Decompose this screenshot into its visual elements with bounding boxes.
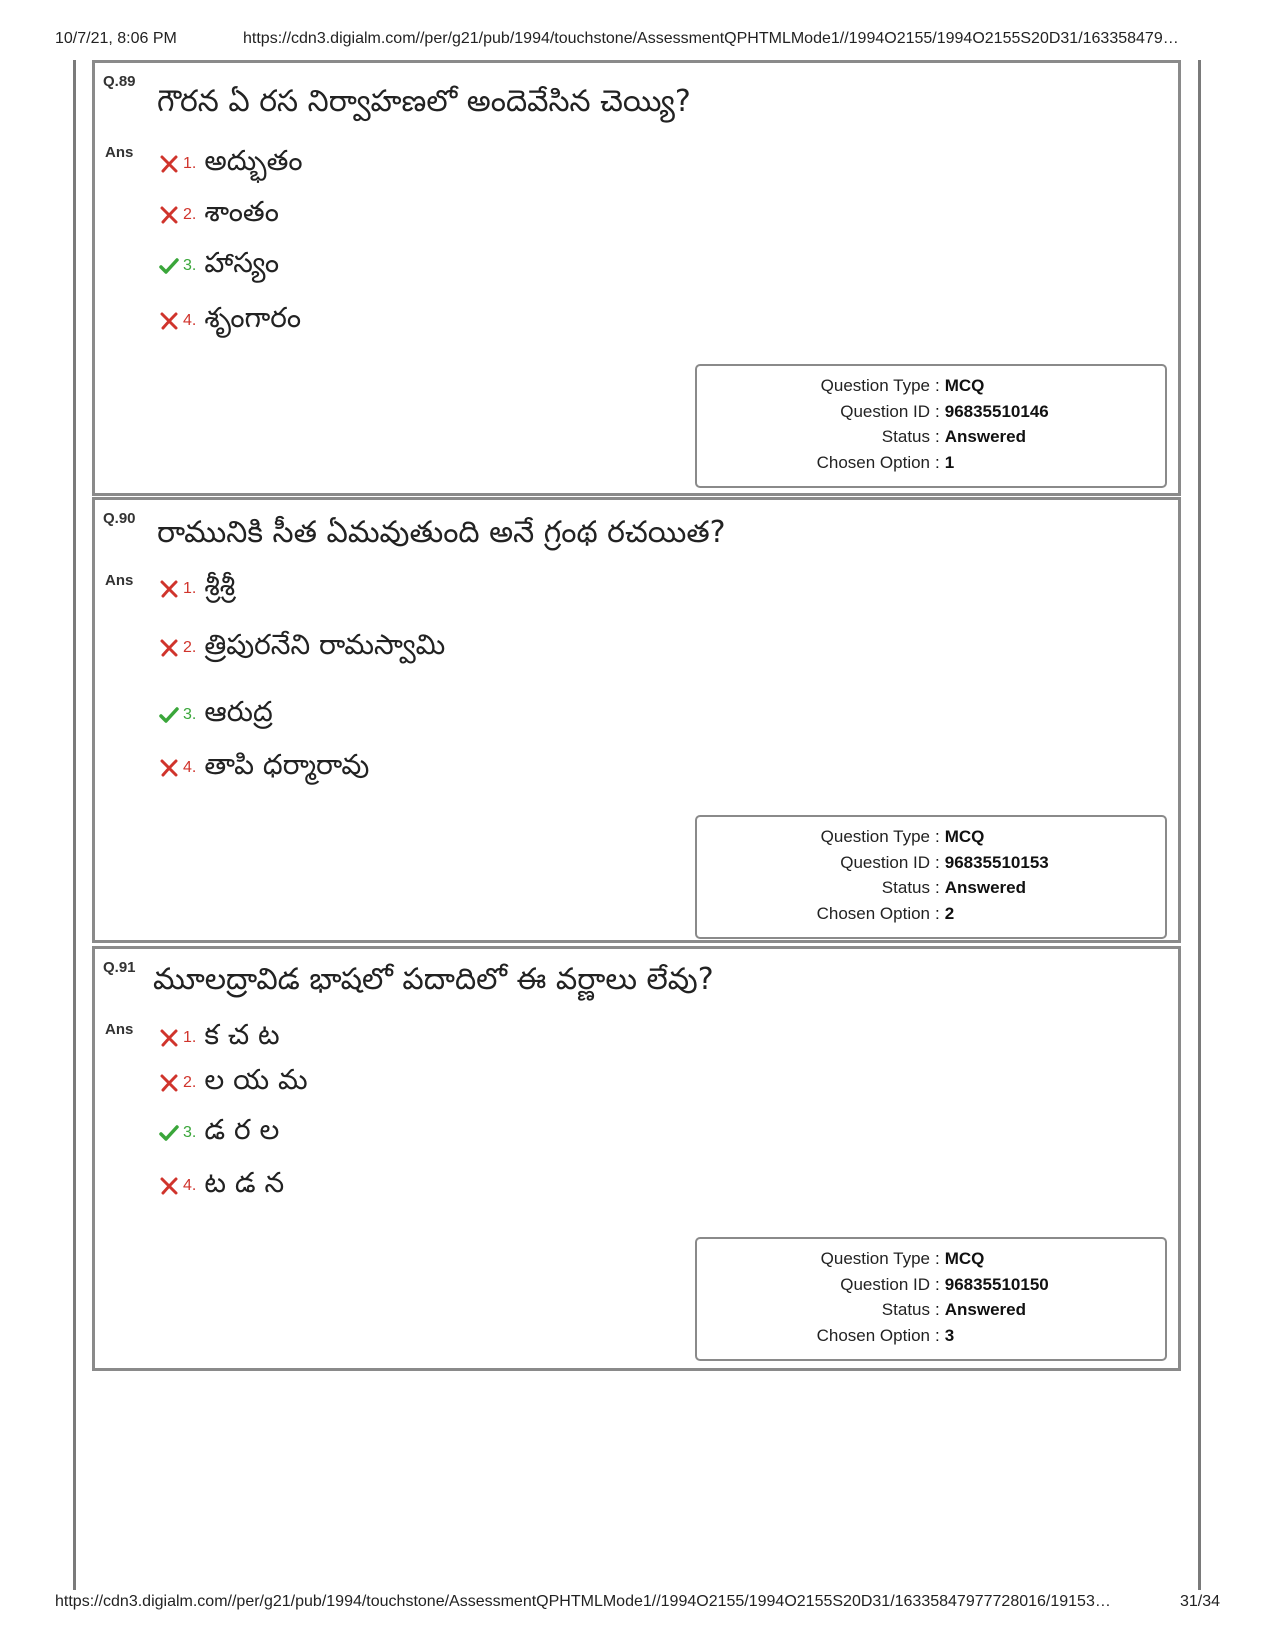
option-number: 3. [183,1124,197,1141]
option-1 [159,571,235,607]
meta-label: Status [881,427,930,446]
check-icon [159,256,179,276]
meta-sep: : [935,1300,940,1319]
meta-value: 3 [944,1325,955,1345]
meta-row-id [697,853,1165,879]
meta-label: Question Type [820,1249,930,1268]
option-number: 4. [183,1177,197,1194]
question-meta-box [695,364,1167,488]
option-text: శ్రీశ్రీ [204,569,236,602]
option-text: త్రిపురనేని రామస్వామి [204,628,446,661]
meta-sep: : [935,1274,940,1294]
meta-row-type [697,376,1165,402]
meta-label: Question ID [840,1274,930,1294]
meta-row-type [697,1249,1165,1275]
meta-label: Question Type [820,827,930,846]
cross-icon [159,638,179,658]
option-text: ట డ న [204,1166,285,1199]
question-text: మూలద్రావిడ భాషలో పదాదిలో ఈ వర్ణాలు లేవు? [153,962,714,997]
option-3 [159,248,279,284]
meta-sep: : [935,852,940,872]
option-number: 2. [183,206,197,223]
check-icon [159,1123,179,1143]
meta-sep: : [935,827,940,846]
meta-label: Status [881,1300,930,1319]
question-meta-box [695,1237,1167,1361]
meta-value: Answered [944,1300,1026,1319]
option-number: 3. [183,706,197,723]
meta-label: Chosen Option [816,903,930,923]
question-text: రామునికి సీత ఏమవుతుంది అనే గ్రంథ రచయిత? [157,515,726,550]
meta-row-status [697,427,1165,453]
ans-label: Ans [105,572,134,589]
meta-sep: : [935,1325,940,1345]
meta-sep: : [935,878,940,897]
cross-icon [159,1073,179,1093]
question-card-90 [92,497,1181,943]
question-card-91 [92,946,1181,1371]
question-meta-box [695,815,1167,939]
meta-label: Question ID [840,852,930,872]
meta-row-type [697,827,1165,853]
cross-icon [159,1176,179,1196]
meta-value: Answered [944,878,1026,897]
meta-value: MCQ [944,1249,985,1268]
meta-row-id [697,402,1165,428]
option-number: 1. [183,1029,197,1046]
option-text: శాంతం [204,195,279,228]
cross-icon [159,311,179,331]
question-text: గౌరన ఏ రస నిర్వాహణలో అందెవేసిన చెయ్యి? [157,84,691,119]
option-text: అద్భుతం [204,144,303,177]
option-number: 3. [183,257,197,274]
meta-row-id [697,1275,1165,1301]
meta-sep: : [935,401,940,421]
meta-label: Question ID [840,401,930,421]
print-header-url: https://cdn3.digialm.com//per/g21/pub/1994/touchstone/AssessmentQPHTMLMode1//1994O2155/1994O2155S20D31/163358479… [243,30,1179,47]
meta-sep: : [935,903,940,923]
meta-label: Status [881,878,930,897]
question-card-89 [92,60,1181,496]
option-text: హాస్యం [204,246,280,279]
option-text: తాపి ధర్మారావు [204,748,370,781]
option-text: డ ర ల [204,1113,280,1146]
meta-value: 96835510153 [944,852,1049,872]
meta-sep: : [935,452,940,472]
option-number: 4. [183,759,197,776]
meta-row-chosen [697,904,1165,930]
option-3 [159,1115,279,1151]
option-1 [159,146,303,182]
meta-sep: : [935,1249,940,1268]
meta-row-chosen [697,453,1165,479]
meta-value: MCQ [944,827,985,846]
meta-value: 96835510146 [944,401,1049,421]
option-number: 2. [183,639,197,656]
cross-icon [159,1028,179,1048]
option-3 [159,697,273,733]
option-number: 2. [183,1074,197,1091]
meta-value: 1 [944,452,955,472]
meta-row-status [697,878,1165,904]
option-text: ఆరుద్ర [204,695,273,728]
option-text: క చ ట [204,1018,280,1051]
option-1 [159,1020,280,1056]
option-2 [159,630,445,666]
question-number: Q.91 [103,959,136,976]
meta-value: 96835510150 [944,1274,1049,1294]
meta-value: MCQ [944,376,985,395]
option-4 [159,1168,284,1204]
print-datetime: 10/7/21, 8:06 PM [55,30,177,47]
cross-icon [159,579,179,599]
cross-icon [159,154,179,174]
question-number: Q.89 [103,73,136,90]
meta-row-chosen [697,1326,1165,1352]
print-footer-url: https://cdn3.digialm.com//per/g21/pub/1994/touchstone/AssessmentQPHTMLMode1//1994O2155/1994O2155S20D31/16335847977728016/19153… [55,1593,1111,1610]
option-text: ల య మ [204,1063,308,1096]
option-4 [159,750,369,786]
option-text: శృంగారం [204,301,302,334]
option-2 [159,1065,308,1101]
meta-label: Chosen Option [816,1325,930,1345]
cross-icon [159,205,179,225]
meta-value: Answered [944,427,1026,446]
option-2 [159,197,279,233]
cross-icon [159,758,179,778]
ans-label: Ans [105,144,134,161]
page-right-rule [1198,60,1201,1590]
check-icon [159,705,179,725]
print-page-number: 31/34 [1180,1593,1221,1610]
option-number: 1. [183,155,197,172]
ans-label: Ans [105,1021,134,1038]
meta-value: 2 [944,903,955,923]
page-left-rule [73,60,76,1590]
meta-sep: : [935,376,940,395]
meta-sep: : [935,427,940,446]
option-number: 1. [183,580,197,597]
meta-label: Question Type [820,376,930,395]
question-number: Q.90 [103,510,136,527]
meta-row-status [697,1300,1165,1326]
option-number: 4. [183,312,197,329]
meta-label: Chosen Option [816,452,930,472]
option-4 [159,303,301,339]
